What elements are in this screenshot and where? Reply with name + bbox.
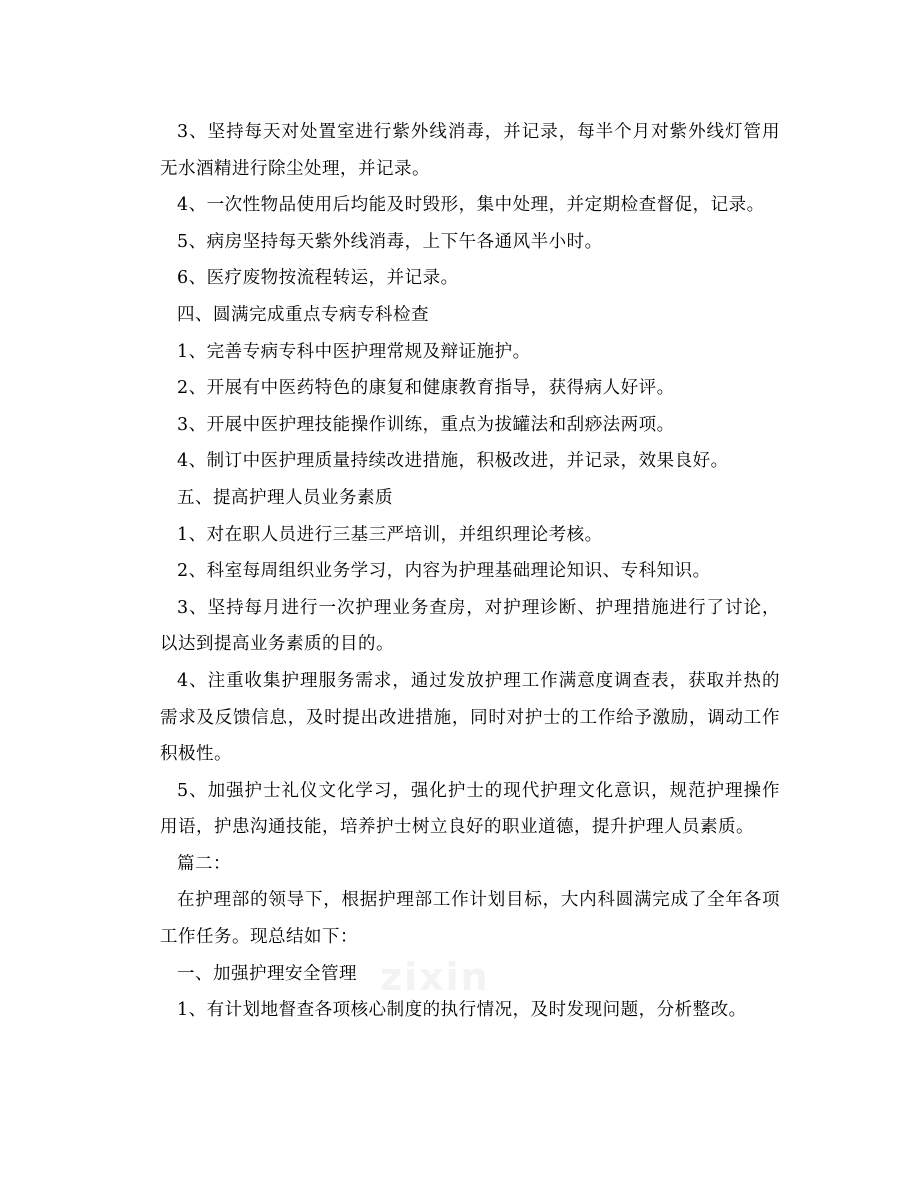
paragraph: 4、注重收集护理服务需求，通过发放护理工作满意度调查表，获取并热的需求及反馈信息，及时提出改进措施，同时对护士的工作给予激励，调动工作积极性。 — [160, 670, 780, 765]
paragraph: 3、开展中医护理技能操作训练，重点为拔罐法和刮痧法两项。 — [177, 414, 675, 435]
paragraph: 3、坚持每天对处置室进行紫外线消毒，并记录，每半个月对紫外线灯管用无水酒精进行除尘处理，并记录。 — [160, 122, 780, 179]
paragraph: 3、坚持每月进行一次护理业务查房，对护理诊断、护理措施进行了讨论，以达到提高业务素质的目的。 — [160, 597, 780, 655]
paragraph: 6、医疗废物按流程转运，并记录。 — [177, 268, 459, 289]
paragraph: 1、完善专病专科中医护理常规及辩证施护。 — [177, 341, 531, 362]
paragraph: 4、一次性物品使用后均能及时毁形，集中处理，并定期检查督促，记录。 — [177, 195, 765, 216]
paragraph: 2、开展有中医药特色的康复和健康教育指导，获得病人好评。 — [177, 378, 675, 399]
paragraph: 4、制订中医护理质量持续改进措施，积极改进，并记录，效果良好。 — [177, 451, 729, 472]
paragraph: 1、对在职人员进行三基三严培训，并组织理论考核。 — [177, 524, 603, 545]
section-heading: 五、提高护理人员业务素质 — [177, 487, 393, 508]
section-heading: 四、圆满完成重点专病专科检查 — [177, 304, 429, 325]
part-heading: 篇二： — [177, 853, 231, 874]
paragraph: 在护理部的领导下，根据护理部工作计划目标，大内科圆满完成了全年各项工作任务。现总结如下： — [160, 890, 780, 948]
paragraph: 2、科室每周组织业务学习，内容为护理基础理论知识、专科知识。 — [177, 561, 711, 582]
paragraph: 5、加强护士礼仪文化学习，强化护士的现代护理文化意识，规范护理操作用语，护患沟通技能，培养护士树立良好的职业道德，提升护理人员素质。 — [160, 780, 780, 838]
paragraph: 5、病房坚持每天紫外线消毒，上下午各通风半小时。 — [177, 231, 603, 252]
paragraph: 1、有计划地督查各项核心制度的执行情况，及时发现问题，分析整改。 — [177, 1000, 747, 1021]
document-body — [160, 114, 780, 1029]
watermark: zixin — [380, 955, 490, 999]
section-heading: 一、加强护理安全管理 — [177, 963, 357, 984]
